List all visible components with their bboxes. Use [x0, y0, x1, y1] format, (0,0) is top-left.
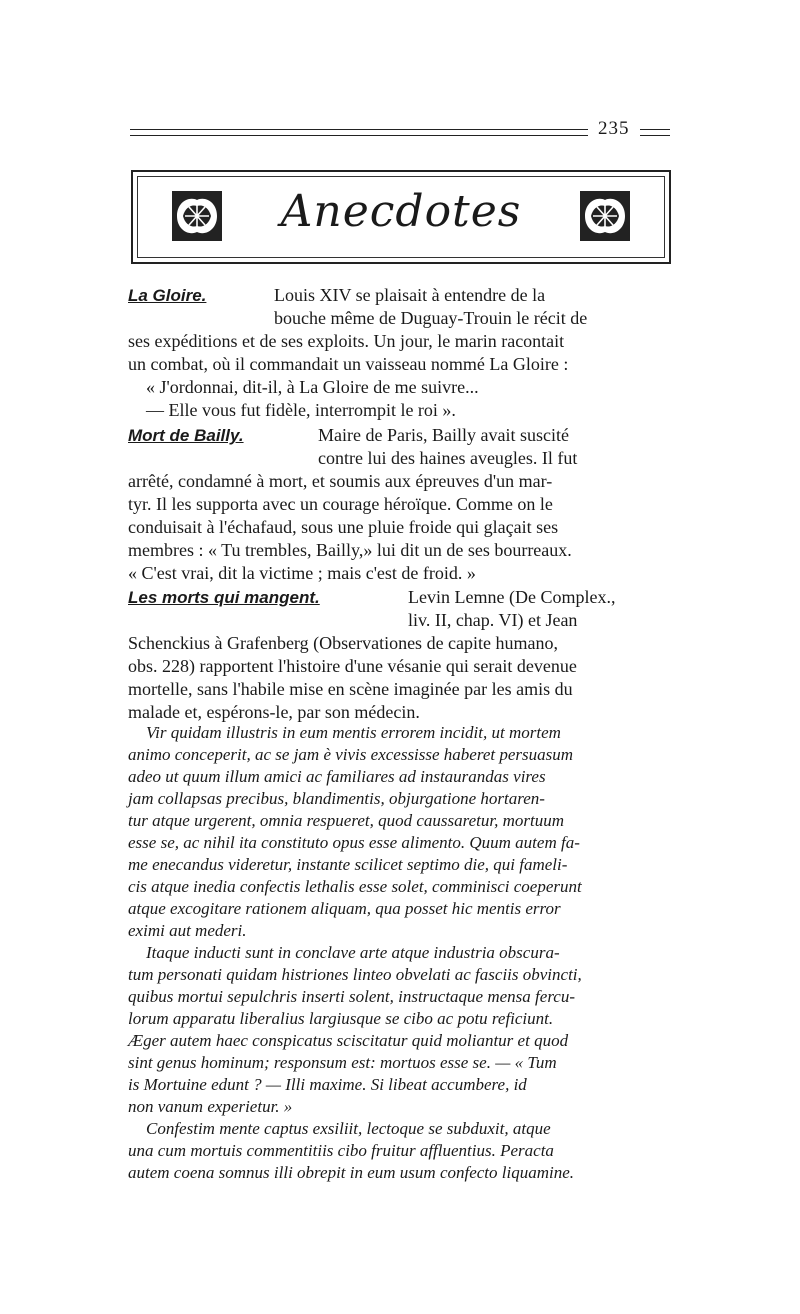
- page-number: 235: [598, 118, 630, 139]
- anecdote-mort-de-bailly: [128, 424, 670, 585]
- leaf-ornament-icon: [579, 190, 631, 242]
- page-title: Anecdotes: [280, 186, 522, 237]
- latin-paragraph: Itaque inducti sunt in conclave arte atque industria obscura- tum personati quidam histriones linteo obvelati ac fasciis obvincti, quibus mortui sepulchris inserti solent, instructaque mensa fercu- lorum apparatu liberalius largiusque se cibo ac potu reficiunt. Æger autem haec conspicatus sciscitatur quid moliantur et quod sint genus hominum; responsum est: mortuos esse se. — « Tum is Mortuine edunt ? — Illi maxime. Si libeat accumbere, id non vanum experietur. »: [128, 943, 582, 1116]
- section-heading: La Gloire.: [128, 286, 207, 305]
- section-heading: Mort de Bailly.: [128, 426, 244, 445]
- title-frame: [131, 170, 671, 264]
- section-heading: Les morts qui mangent.: [128, 588, 320, 607]
- anecdote-text: Louis XIV se plaisait à entendre de la bouche même de Duguay-Trouin le récit de ses expéditions et de ses exploits. Un jour, le marin racontait un combat, où il commandait un vaisseau nommé La Gloire : « J'ordonnai, dit-il, à La Gloire de me suivre... — Elle vous fut fidèle, interrompit le roi ».: [128, 285, 588, 420]
- latin-paragraph: Vir quidam illustris in eum mentis errorem incidit, ut mortem animo conceperit, ac se jam è vivis excessisse haberet persuasum adeo ut quum illum amici ac familiares ad instaurandas vires jam collapsas precibus, blandimentis, objurgatione hortaren- tur atque urgerent, omnia respueret, quod caussaretur, mortuum esse se, ac nihil ita constituto opus esse alimento. Quum autem fa- me enecandus videretur, instante scilicet septimo die, qui fameli- cis atque inedia confectis lethalis esse solet, comminisci coeperunt atque excogitare rationem aliquam, qua posset hic mentis error eximi aut mederi.: [128, 723, 582, 940]
- latin-paragraph: Confestim mente captus exsiliit, lectoque se subduxit, atque una cum mortuis commentitiis cibo fruitur affluentius. Peracta autem coena somnus illi obrepit in eum usum confecto liquamine.: [128, 1119, 575, 1182]
- latin-quotation: [128, 722, 670, 1184]
- anecdote-la-gloire: [128, 284, 670, 422]
- anecdote-les-morts-qui-mangent: [128, 586, 670, 724]
- anecdote-text: Maire de Paris, Bailly avait suscité contre lui des haines aveugles. Il fut arrêté, condamné à mort, et soumis aux épreuves d'un mar- tyr. Il les supporta avec un courage héroïque. Comme on le conduisait à l'échafaud, sous une pluie froide qui glaçait ses membres : « Tu trembles, Bailly,» lui dit un de ses bourreaux. « C'est vrai, dit la victime ; mais c'est de froid. »: [128, 425, 578, 583]
- header-rule-left: [130, 129, 588, 136]
- anecdote-text: Levin Lemne (De Complex., liv. II, chap. VI) et Jean Schenckius à Grafenberg (Observationes de capite humano, obs. 228) rapportent l'histoire d'une vésanie qui serait devenue mortelle, sans l'habile mise en scène imaginée par les amis du malade et, espérons-le, par son médecin.: [128, 587, 616, 722]
- running-header: [130, 118, 670, 144]
- header-rule-right: [640, 129, 670, 136]
